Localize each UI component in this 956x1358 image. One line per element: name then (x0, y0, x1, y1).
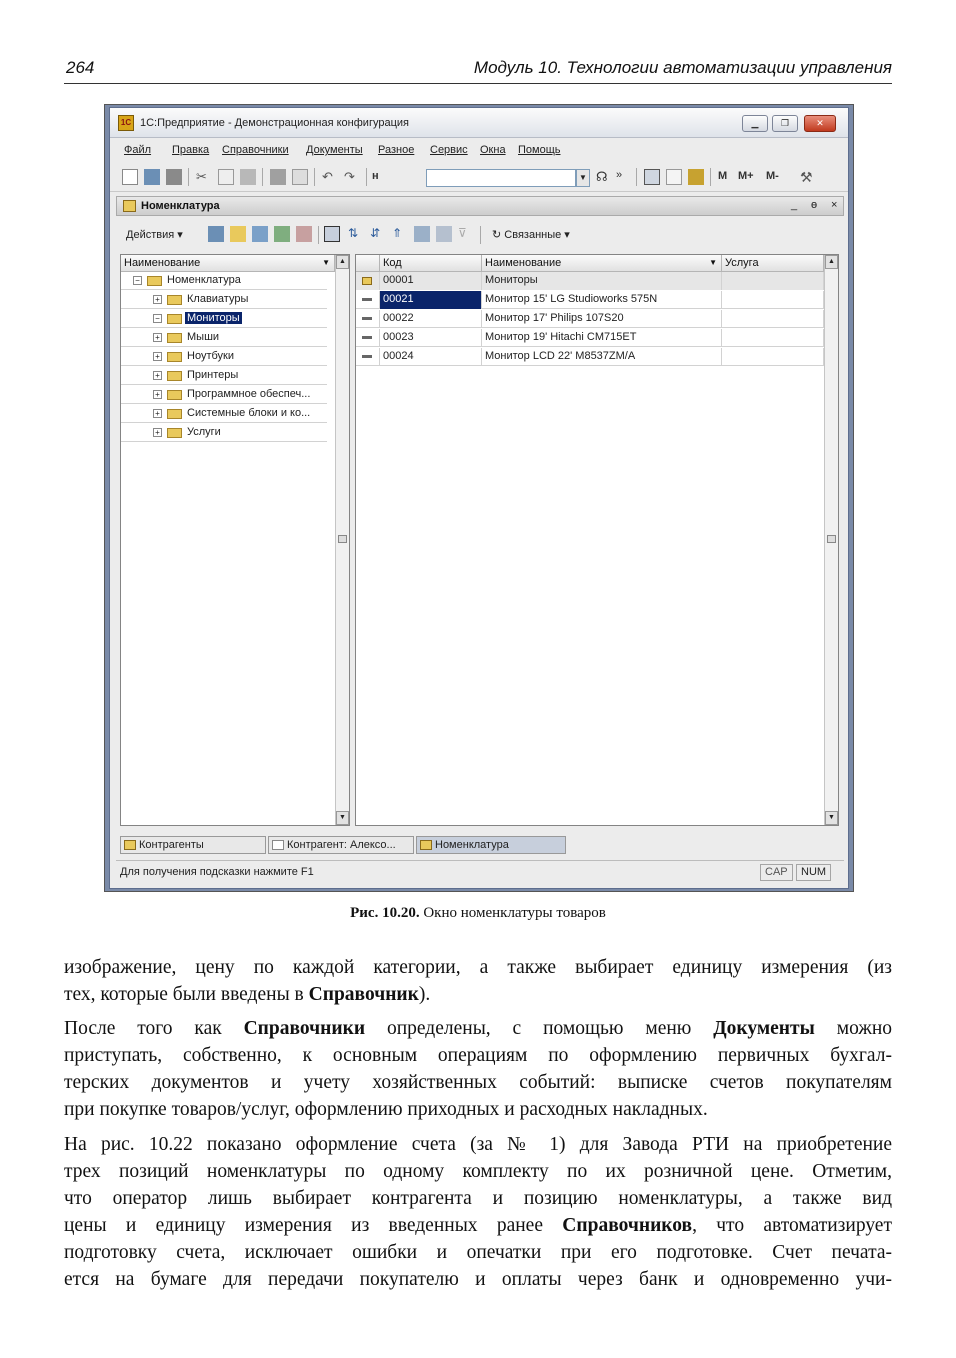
code-column-header[interactable]: Код (380, 255, 482, 272)
folder-icon (167, 390, 182, 400)
subwindow-restore-button[interactable]: ɵ (811, 199, 818, 211)
folder-icon (147, 276, 162, 286)
table-row[interactable]: 00024 Монитор LCD 22' M8537ZM/A (356, 348, 824, 366)
scroll-thumb[interactable] (827, 535, 836, 543)
close-button[interactable]: ✕ (804, 115, 836, 132)
window-tabs (116, 834, 844, 856)
menu-file[interactable]: Файл (124, 144, 152, 156)
move-up-icon[interactable]: ⇑ (392, 226, 403, 240)
running-title: Модуль 10. Технологии автоматизации управления (473, 58, 892, 77)
delete-icon[interactable] (296, 226, 312, 242)
binoculars-icon[interactable]: ☊ (596, 169, 608, 184)
tree-item[interactable]: + Мыши (121, 329, 327, 347)
menu-edit[interactable]: Правка (172, 144, 210, 156)
memory-minus-button[interactable]: M- (766, 170, 779, 182)
tree-scrollbar[interactable] (335, 255, 349, 825)
figure-label: Рис. 10.20. (350, 905, 420, 921)
hierarchy-toggle-icon[interactable] (324, 226, 340, 242)
tools-icon[interactable]: ⚒ (800, 169, 813, 185)
subwindow-title: Номенклатура (141, 200, 220, 212)
calendar-icon[interactable] (666, 169, 682, 185)
search-dropdown-icon[interactable]: ▼ (576, 169, 590, 187)
print-icon[interactable] (270, 169, 286, 185)
memory-plus-button[interactable]: M+ (738, 170, 754, 182)
menu-catalogs[interactable]: Справочники (222, 144, 289, 156)
figure-screenshot (104, 104, 854, 892)
copy-item-icon[interactable] (252, 226, 268, 242)
go-to-parent-icon[interactable] (414, 226, 430, 242)
subwindow-minimize-button[interactable]: _ (791, 199, 798, 211)
title-bar[interactable] (110, 108, 848, 138)
tree-item-selected[interactable]: − Мониторы (121, 310, 327, 328)
tree-item[interactable]: + Принтеры (121, 367, 327, 385)
tree-item[interactable]: + Клавиатуры (121, 291, 327, 309)
table-row-selected[interactable]: 00021 Монитор 15' LG Studioworks 575N (356, 291, 824, 309)
scroll-up-icon[interactable]: ▲ (825, 255, 838, 269)
memory-m-button[interactable]: M (718, 170, 728, 182)
add-icon[interactable] (208, 226, 224, 242)
actions-bar (116, 218, 844, 248)
tree-header[interactable]: Наименование ▼ (121, 255, 335, 272)
tree-root[interactable]: − Номенклатура (121, 272, 327, 290)
subwindow-close-button[interactable]: × (831, 199, 838, 211)
scroll-down-icon[interactable]: ▼ (336, 811, 349, 825)
tab-nomenclature[interactable]: Номенклатура (416, 836, 566, 854)
table-row[interactable]: 00001 Мониторы (356, 272, 824, 290)
paste-icon[interactable] (240, 169, 256, 185)
tree-item[interactable]: + Системные блоки и ко... (121, 405, 327, 423)
table-row[interactable]: 00022 Монитор 17' Philips 107S20 (356, 310, 824, 328)
add-folder-icon[interactable] (230, 226, 246, 242)
folder-icon (167, 333, 182, 343)
redo-icon[interactable]: ↷ (344, 169, 355, 184)
tab-counterparty-detail[interactable]: Контрагент: Алексо... (268, 836, 414, 854)
sort-icon[interactable]: ⇵ (370, 226, 381, 240)
scroll-down-icon[interactable]: ▼ (825, 811, 838, 825)
app-icon: 1С (118, 115, 134, 131)
item-dash-icon (362, 336, 372, 339)
minimize-button[interactable]: ▁ (742, 115, 768, 132)
notepad-icon[interactable] (688, 169, 704, 185)
folder-icon (167, 314, 182, 324)
menu-documents[interactable]: Документы (306, 144, 363, 156)
icon-column-header[interactable] (356, 255, 380, 272)
cut-icon[interactable]: ✂ (196, 169, 207, 184)
tab-counterparties[interactable]: Контрагенты (120, 836, 266, 854)
scroll-thumb[interactable] (338, 535, 347, 543)
save-icon[interactable] (166, 169, 182, 185)
more-chevron-icon[interactable]: » (616, 169, 623, 181)
service-column-header[interactable]: Услуга (722, 255, 824, 272)
folder-icon (167, 295, 182, 305)
figure-caption (0, 905, 956, 922)
subwindow-header (116, 196, 844, 216)
num-indicator: NUM (796, 864, 831, 881)
calculator-icon[interactable] (644, 169, 660, 185)
menu-help[interactable]: Помощь (518, 144, 561, 156)
catalog-icon (123, 200, 136, 212)
undo-icon[interactable]: ↶ (322, 169, 333, 184)
folder-icon (167, 428, 182, 438)
caps-indicator: CAP (760, 864, 793, 881)
paragraph-3: На рис. 10.22 показано оформление счета (за № 1) для Завода РТИ на приобретение трех позиций номенклатуры по одному комплекту по их розничной цене. Отметим, что оператор лишь выбирает контрагента и позицию номенклатуры, а также вид цены и единицу измерения из введенных ранее Справочников, что автоматизирует подготовку счета, исключает ошибки и опечатки при его подготовке. Счет печата- ется на бумаге для передачи покупателю и оплаты через банк и одновременно учи- (64, 1134, 892, 1290)
search-input[interactable] (426, 169, 576, 187)
filter-icon[interactable]: ⇅ (348, 226, 359, 240)
name-column-header[interactable]: Наименование ▼ (482, 255, 722, 272)
item-dash-icon (362, 298, 372, 301)
menu-service[interactable]: Сервис (430, 144, 468, 156)
group-folder-icon (362, 277, 372, 285)
new-document-icon[interactable] (122, 169, 138, 185)
folder-icon (167, 409, 182, 419)
paragraph-2: После того как Справочники определены, с помощью меню Документы можно приступать, собственно, к основным операциям по оформлению первичных бухгал- терских документов и учету хозяйственных событий: выписке счетов покупателям при покупке товаров/услуг, оформлению приходных и расходных накладных. (64, 1018, 893, 1120)
list-pane (355, 254, 839, 826)
edit-icon[interactable] (274, 226, 290, 242)
tree-item[interactable]: + Услуги (121, 424, 327, 442)
item-dash-icon (362, 317, 372, 320)
item-dash-icon (362, 355, 372, 358)
main-toolbar (110, 162, 848, 192)
table-row[interactable]: 00023 Монитор 19' Hitachi CM715ET (356, 329, 824, 347)
disabled-filter-icon[interactable]: ⊽ (458, 226, 467, 240)
actions-menu-button[interactable]: Действия ▾ (126, 229, 183, 241)
tree-pane (120, 254, 350, 826)
maximize-button[interactable]: ❐ (772, 115, 798, 132)
figure-caption-text: Окно номенклатуры товаров (423, 905, 606, 921)
folder-icon (167, 371, 182, 381)
status-bar (116, 860, 844, 882)
menu-windows[interactable]: Окна (480, 144, 506, 156)
folder-icon (167, 352, 182, 362)
status-hint: Для получения подсказки нажмите F1 (120, 866, 314, 878)
list-mode-icon[interactable] (436, 226, 452, 242)
preview-icon[interactable] (292, 169, 308, 185)
menu-bar (110, 139, 848, 161)
related-menu-button[interactable]: ↻ Связанные ▾ (492, 229, 570, 241)
page-number: 264 (66, 58, 95, 77)
app-window (109, 107, 849, 889)
scroll-up-icon[interactable]: ▲ (336, 255, 349, 269)
tree-item[interactable]: + Программное обеспеч... (121, 386, 327, 404)
tree-item[interactable]: + Ноутбуки (121, 348, 327, 366)
window-title: 1С:Предприятие - Демонстрационная конфигурация (140, 117, 409, 129)
menu-misc[interactable]: Разное (378, 144, 415, 156)
list-scrollbar[interactable] (824, 255, 838, 825)
search-button[interactable]: н (372, 170, 379, 182)
copy-icon[interactable] (218, 169, 234, 185)
paragraph-1: изображение, цену по каждой категории, а также выбирает единицу измерения (из тех, которые были введены в Справочник). (64, 957, 892, 1005)
open-icon[interactable] (144, 169, 160, 185)
page-header (64, 56, 892, 84)
